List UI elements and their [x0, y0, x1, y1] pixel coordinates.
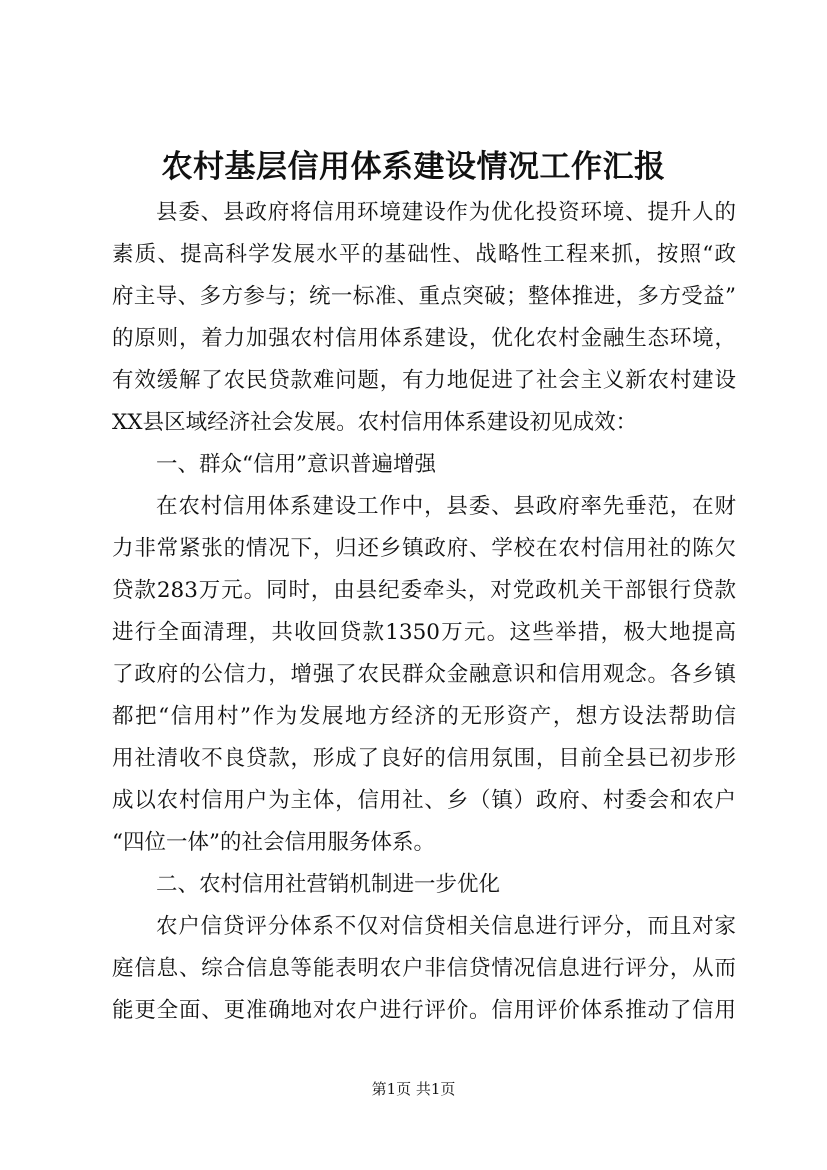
text-line: 成以农村信用户为主体，信用社、乡（镇）政府、村委会和农户 — [112, 788, 736, 813]
text-line: 的原则，着力加强农村信用体系建设，优化农村金融生态环境， — [112, 326, 736, 351]
text-line: 贷款283万元。同时，由县纪委牵头，对党政机关干部银行贷款 — [112, 578, 736, 603]
text-line: 一、群众“信用”意识普遍增强 — [156, 452, 436, 477]
text-line: “四位一体”的社会信用服务体系。 — [112, 830, 435, 855]
text-line: 进行全面清理，共收回贷款1350万元。这些举措，极大地提高 — [112, 620, 736, 645]
text-line: 在农村信用体系建设工作中，县委、县政府率先垂范，在财 — [156, 494, 736, 519]
text-line: 农户信贷评分体系不仅对信贷相关信息进行评分，而且对家 — [156, 914, 736, 939]
text-line: 都把“信用村”作为发展地方经济的无形资产，想方设法帮助信 — [112, 704, 736, 729]
text-line: 用社清收不良贷款，形成了良好的信用氛围，目前全县已初步形 — [112, 746, 736, 771]
text-line: 素质、提高科学发展水平的基础性、战略性工程来抓，按照“政 — [112, 242, 736, 267]
page-footer: 第1页 共1页 — [371, 1080, 456, 1098]
text-line: 能更全面、更准确地对农户进行评价。信用评价体系推动了信用 — [112, 998, 736, 1023]
document-title: 农村基层信用体系建设情况工作汇报 — [161, 149, 666, 185]
text-line: 县委、县政府将信用环境建设作为优化投资环境、提升人的 — [156, 200, 736, 225]
text-line: 庭信息、综合信息等能表明农户非信贷情况信息进行评分，从而 — [112, 956, 736, 981]
document-body — [112, 192, 736, 1032]
text-line: 府主导、多方参与；统一标准、重点突破；整体推进，多方受益” — [112, 284, 736, 309]
text-line: 有效缓解了农民贷款难问题，有力地促进了社会主义新农村建设 — [112, 368, 736, 393]
text-line: XX县区域经济社会发展。农村信用体系建设初见成效： — [112, 410, 638, 435]
text-line: 了政府的公信力，增强了农民群众金融意识和信用观念。各乡镇 — [112, 662, 736, 687]
text-line: 力非常紧张的情况下，归还乡镇政府、学校在农村信用社的陈欠 — [112, 536, 736, 561]
text-line: 二、农村信用社营销机制进一步优化 — [156, 872, 501, 897]
